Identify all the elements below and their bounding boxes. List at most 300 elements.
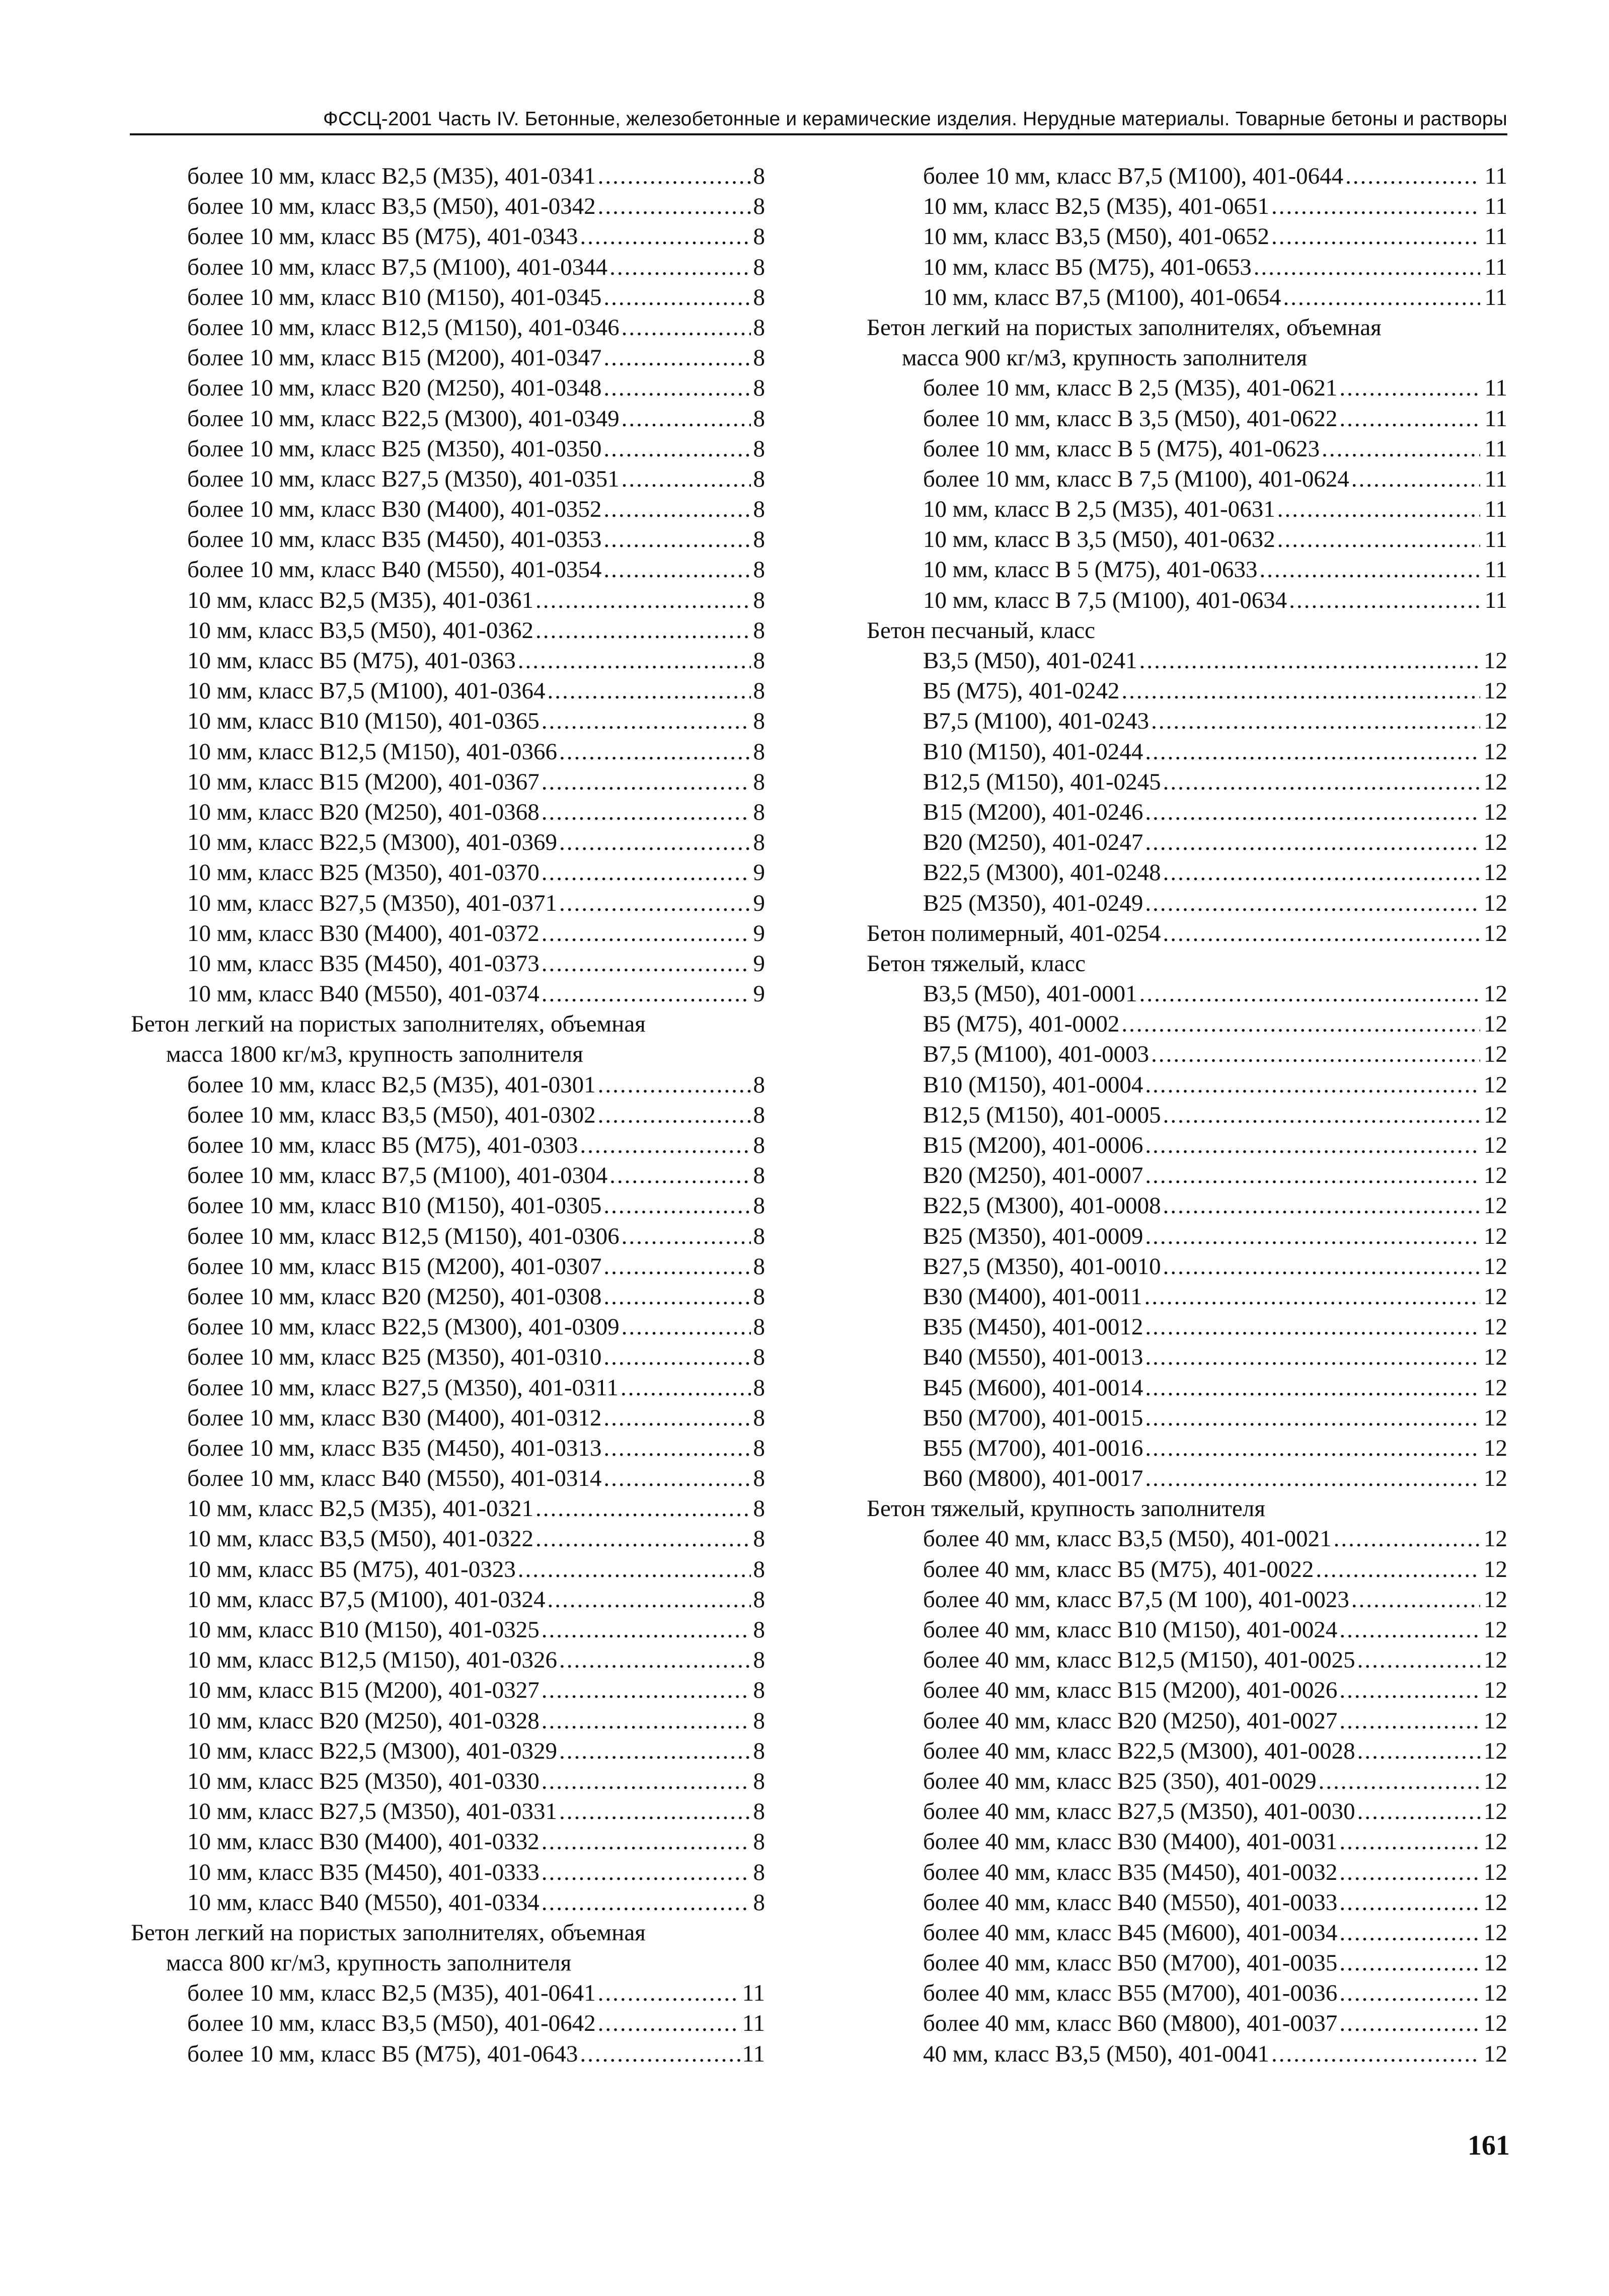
index-entry — [867, 585, 1507, 615]
index-page-ref: 8 — [753, 163, 765, 189]
dot-leader — [603, 1342, 751, 1372]
index-entry-text: 10 мм, класс В22,5 (М300), 401-0329 — [187, 1737, 557, 1764]
dot-leader — [1145, 1070, 1480, 1100]
index-entry-text: масса 800 кг/м3, крупность заполнителя — [166, 1950, 572, 1976]
index-entry-text: В30 (М400), 401-0011 — [923, 1283, 1142, 1310]
index-page-ref: 8 — [753, 1737, 765, 1764]
dot-leader — [542, 706, 751, 736]
index-entry — [131, 252, 765, 282]
index-page-ref: 8 — [753, 587, 765, 613]
index-page-ref: 8 — [753, 829, 765, 856]
index-entry — [131, 1585, 765, 1615]
dot-leader — [1145, 797, 1480, 827]
index-entry — [867, 2039, 1507, 2069]
index-entry — [131, 373, 765, 403]
dot-leader — [518, 1554, 751, 1585]
dot-leader — [1339, 1948, 1480, 1978]
index-entry — [131, 343, 765, 373]
dot-leader — [1283, 282, 1480, 312]
index-page-ref: 11 — [1484, 557, 1507, 583]
dot-leader — [1163, 1100, 1480, 1130]
dot-leader — [598, 161, 751, 191]
index-entry-text: В40 (М550), 401-0013 — [923, 1344, 1143, 1371]
index-page-ref: 8 — [753, 708, 765, 735]
index-page-ref: 11 — [742, 1980, 765, 2007]
index-entry-text: 10 мм, класс В2,5 (М35), 401-0651 — [923, 193, 1269, 220]
dot-leader — [1121, 676, 1480, 706]
index-page-ref: 12 — [1484, 1707, 1507, 1734]
index-page-ref: 12 — [1484, 1829, 1507, 1855]
index-entry — [131, 1554, 765, 1585]
index-entry-text: Бетон тяжелый, крупность заполнителя — [867, 1495, 1265, 1522]
dot-leader — [598, 1070, 751, 1100]
index-page-ref: 12 — [1484, 1526, 1507, 1552]
index-page-ref: 12 — [1484, 1950, 1507, 1976]
index-entry — [131, 2008, 765, 2038]
index-entry-text: 10 мм, класс В7,5 (М100), 401-0364 — [187, 678, 546, 704]
index-entry-text: 10 мм, класс В27,5 (М350), 401-0371 — [187, 890, 557, 916]
index-entry — [867, 1766, 1507, 1796]
index-entry-text: более 10 мм, класс В27,5 (М350), 401-0351 — [187, 465, 620, 492]
index-page-ref: 8 — [753, 678, 765, 704]
index-entry — [867, 1191, 1507, 1221]
index-entry-text: более 40 мм, класс В45 (М600), 401-0034 — [923, 1919, 1338, 1946]
index-entry-text: 10 мм, класс В30 (М400), 401-0332 — [187, 1829, 540, 1855]
index-page-ref: 12 — [1484, 1101, 1507, 1128]
dot-leader — [542, 857, 751, 888]
dot-leader — [542, 1857, 751, 1887]
index-entry — [867, 1978, 1507, 2008]
index-heading — [131, 1918, 765, 1948]
index-page-ref: 8 — [753, 799, 765, 825]
dot-leader — [1145, 1221, 1480, 1251]
index-entry — [867, 1373, 1507, 1403]
index-page-ref: 12 — [1484, 1132, 1507, 1158]
index-entry-text: более 10 мм, класс В27,5 (М350), 401-0311 — [187, 1374, 619, 1401]
index-entry-text: 10 мм, класс В7,5 (М100), 401-0654 — [923, 284, 1281, 310]
index-entry-text: В22,5 (М300), 401-0248 — [923, 859, 1161, 886]
index-entry-text: В7,5 (М100), 401-0003 — [923, 1041, 1150, 1068]
index-page-ref: 11 — [1484, 496, 1507, 523]
index-entry-text: В3,5 (М50), 401-0241 — [923, 648, 1137, 674]
dot-leader — [603, 1403, 751, 1433]
dot-leader — [1144, 1282, 1480, 1312]
index-entry-text: более 10 мм, класс В25 (М350), 401-0310 — [187, 1344, 602, 1371]
index-page-ref: 11 — [1484, 284, 1507, 310]
index-entry — [131, 676, 765, 706]
index-page-ref: 12 — [1484, 1253, 1507, 1280]
index-entry-text: 40 мм, класс В3,5 (М50), 401-0041 — [923, 2040, 1269, 2067]
index-page-ref: 8 — [753, 1768, 765, 1794]
index-entry — [867, 1585, 1507, 1615]
index-entry-text: 10 мм, класс В5 (М75), 401-0653 — [923, 254, 1252, 280]
index-entry — [131, 1251, 765, 1282]
index-page-ref: 8 — [753, 1404, 765, 1431]
index-page-ref: 8 — [753, 284, 765, 310]
dot-leader — [603, 434, 751, 464]
dot-leader — [1339, 1857, 1480, 1887]
index-page-ref: 8 — [753, 1526, 765, 1552]
index-page-ref: 8 — [753, 1707, 765, 1734]
index-entry-text: В35 (М450), 401-0012 — [923, 1314, 1143, 1340]
dot-leader — [559, 1645, 751, 1675]
index-entry-text: 10 мм, класс В12,5 (М150), 401-0366 — [187, 738, 557, 765]
index-entry — [131, 1675, 765, 1705]
index-entry-text: В12,5 (М150), 401-0005 — [923, 1101, 1161, 1128]
index-entry — [867, 1100, 1507, 1130]
index-entry-text: более 10 мм, класс В3,5 (М50), 401-0642 — [187, 2010, 596, 2037]
dot-leader — [542, 979, 751, 1009]
index-page-ref: 8 — [753, 1677, 765, 1704]
index-entry-text: 10 мм, класс В27,5 (М350), 401-0331 — [187, 1798, 557, 1825]
dot-leader — [1254, 252, 1480, 282]
index-page-ref: 9 — [753, 981, 765, 1007]
dot-leader — [1151, 1039, 1480, 1069]
index-entry-text: более 10 мм, класс В2,5 (М35), 401-0341 — [187, 163, 596, 189]
index-page-ref: 11 — [1484, 163, 1507, 189]
dot-leader — [1339, 1706, 1480, 1736]
index-heading — [867, 948, 1507, 979]
dot-leader — [609, 1160, 751, 1191]
dot-leader — [1145, 1433, 1480, 1463]
index-entry-text: более 10 мм, класс В7,5 (М100), 401-0344 — [187, 254, 608, 280]
index-page-ref: 9 — [753, 859, 765, 886]
index-page-ref: 12 — [1484, 1980, 1507, 2007]
index-page-ref: 11 — [742, 2010, 765, 2037]
index-page-ref: 12 — [1484, 708, 1507, 735]
index-entry — [131, 827, 765, 857]
index-entry — [867, 1796, 1507, 1827]
index-entry — [867, 1433, 1507, 1463]
dot-leader — [1139, 979, 1480, 1009]
index-entry-text: Бетон полимерный, 401-0254 — [867, 920, 1161, 946]
index-entry — [131, 434, 765, 464]
index-entry-text: 10 мм, класс В15 (М200), 401-0327 — [187, 1677, 540, 1704]
dot-leader — [580, 1130, 751, 1160]
index-page-ref: 12 — [1484, 738, 1507, 765]
index-entry-text: В15 (М200), 401-0006 — [923, 1132, 1143, 1158]
dot-leader — [1339, 1615, 1480, 1645]
index-page-ref: 12 — [1484, 1586, 1507, 1613]
index-entry — [867, 221, 1507, 252]
index-entry — [131, 161, 765, 191]
index-entry — [131, 1191, 765, 1221]
index-entry-text: В55 (М700), 401-0016 — [923, 1435, 1143, 1461]
index-entry — [131, 1615, 765, 1645]
index-page-ref: 8 — [753, 223, 765, 250]
index-entry-text: более 40 мм, класс В35 (М450), 401-0032 — [923, 1859, 1338, 1885]
index-entry-text: В60 (М800), 401-0017 — [923, 1465, 1143, 1492]
index-entry — [867, 1070, 1507, 1100]
index-heading — [131, 1009, 765, 1039]
index-column-left — [131, 161, 765, 2069]
dot-leader — [542, 1766, 751, 1796]
index-page-ref: 12 — [1484, 1889, 1507, 1916]
index-page-ref: 12 — [1484, 1162, 1507, 1189]
index-entry-text: более 40 мм, класс В10 (М150), 401-0024 — [923, 1617, 1338, 1643]
index-page-ref: 11 — [1484, 223, 1507, 250]
index-page-ref: 8 — [753, 405, 765, 432]
index-entry — [131, 1433, 765, 1463]
index-entry — [867, 979, 1507, 1009]
index-entry-text: более 10 мм, класс В5 (М75), 401-0303 — [187, 1132, 578, 1158]
index-entry-text: более 10 мм, класс В40 (М550), 401-0354 — [187, 557, 602, 583]
dot-leader — [1322, 434, 1480, 464]
index-page-ref: 8 — [753, 1889, 765, 1916]
index-entry-text: более 40 мм, класс В60 (М800), 401-0037 — [923, 2010, 1338, 2037]
index-entry-text: Бетон легкий на пористых заполнителях, объемная — [867, 314, 1382, 341]
index-page-ref: 12 — [1484, 1071, 1507, 1098]
dot-leader — [559, 1736, 751, 1766]
dot-leader — [1319, 1766, 1480, 1796]
index-entry — [867, 555, 1507, 585]
dot-leader — [535, 615, 751, 646]
index-entry — [867, 1615, 1507, 1645]
index-entry — [867, 1827, 1507, 1857]
index-entry-text: более 10 мм, класс В10 (М150), 401-0305 — [187, 1193, 602, 1219]
index-entry — [867, 857, 1507, 888]
index-entry — [131, 888, 765, 918]
index-entry-text: более 10 мм, класс В 3,5 (М50), 401-0622 — [923, 405, 1338, 432]
dot-leader — [1357, 1736, 1480, 1766]
index-page-ref: 12 — [1484, 1768, 1507, 1794]
index-entry-text: 10 мм, класс В3,5 (М50), 401-0652 — [923, 223, 1269, 250]
index-entry-text: 10 мм, класс В25 (М350), 401-0370 — [187, 859, 540, 886]
index-entry — [867, 1463, 1507, 1493]
index-entry-text: В25 (М350), 401-0249 — [923, 890, 1143, 916]
dot-leader — [542, 918, 751, 948]
index-page-ref: 12 — [1484, 1435, 1507, 1461]
index-page-ref: 8 — [753, 1586, 765, 1613]
index-entry — [867, 1342, 1507, 1372]
index-entry — [131, 1766, 765, 1796]
index-entry — [867, 1554, 1507, 1585]
index-page-ref: 8 — [753, 1435, 765, 1461]
index-page-ref: 8 — [753, 1253, 765, 1280]
index-entry-text: более 40 мм, класс В15 (М200), 401-0026 — [923, 1677, 1338, 1704]
index-entry — [131, 1282, 765, 1312]
index-entry-text: В5 (М75), 401-0242 — [923, 678, 1120, 704]
dot-leader — [547, 1585, 751, 1615]
dot-leader — [1145, 827, 1480, 857]
index-entry-text: 10 мм, класс В20 (М250), 401-0328 — [187, 1707, 540, 1734]
index-entry — [131, 1373, 765, 1403]
index-entry-text: 10 мм, класс В7,5 (М100), 401-0324 — [187, 1586, 546, 1613]
dot-leader — [1339, 1675, 1480, 1705]
index-page-ref: 12 — [1484, 920, 1507, 946]
index-entry — [867, 1675, 1507, 1705]
index-entry-text: Бетон легкий на пористых заполнителях, объемная — [131, 1011, 646, 1038]
index-entry — [867, 888, 1507, 918]
index-entry-text: более 10 мм, класс В5 (М75), 401-0643 — [187, 2040, 578, 2067]
index-page-ref: 8 — [753, 1859, 765, 1885]
index-entry-text: 10 мм, класс В2,5 (М35), 401-0321 — [187, 1495, 533, 1522]
dot-leader — [603, 1433, 751, 1463]
dot-leader — [1145, 1312, 1480, 1342]
index-page-ref: 8 — [753, 465, 765, 492]
index-page-ref: 8 — [753, 1162, 765, 1189]
index-entry-text: более 10 мм, класс В20 (М250), 401-0308 — [187, 1283, 602, 1310]
dot-leader — [1339, 1918, 1480, 1948]
index-entry-text: более 10 мм, класс В12,5 (М150), 401-0306 — [187, 1223, 620, 1249]
dot-leader — [1145, 1463, 1480, 1493]
index-entry — [867, 1130, 1507, 1160]
index-entry — [867, 2008, 1507, 2038]
dot-leader — [1357, 1796, 1480, 1827]
dot-leader — [542, 767, 751, 797]
dot-leader — [559, 737, 751, 767]
index-entry-text: 10 мм, класс В10 (М150), 401-0325 — [187, 1617, 540, 1643]
index-page-ref: 8 — [753, 557, 765, 583]
index-entry — [131, 1403, 765, 1433]
index-page-ref: 8 — [753, 193, 765, 220]
index-entry-text: 10 мм, класс В22,5 (М300), 401-0369 — [187, 829, 557, 856]
index-entry — [867, 404, 1507, 434]
index-page-ref: 8 — [753, 1071, 765, 1098]
index-entry-text: В3,5 (М50), 401-0001 — [923, 981, 1137, 1007]
index-page-ref: 8 — [753, 254, 765, 280]
index-entry — [131, 191, 765, 221]
dot-leader — [535, 1524, 751, 1554]
index-entry-text: 10 мм, класс В35 (М450), 401-0373 — [187, 950, 540, 977]
index-heading — [867, 918, 1507, 948]
index-entry-text: более 40 мм, класс В50 (М700), 401-0035 — [923, 1950, 1338, 1976]
dot-leader — [1121, 1009, 1480, 1039]
index-entry-text: более 40 мм, класс В5 (М75), 401-0022 — [923, 1556, 1314, 1582]
index-entry-text: более 40 мм, класс В40 (М550), 401-0033 — [923, 1889, 1338, 1916]
dot-leader — [535, 585, 751, 615]
index-entry-text: 10 мм, класс В3,5 (М50), 401-0362 — [187, 617, 533, 644]
index-entry-text: более 40 мм, класс В22,5 (М300), 401-0028 — [923, 1737, 1355, 1764]
index-entry-text: более 40 мм, класс В55 (М700), 401-0036 — [923, 1980, 1338, 2007]
index-page-ref: 12 — [1484, 2040, 1507, 2067]
index-entry-text: более 40 мм, класс В30 (М400), 401-0031 — [923, 1829, 1338, 1855]
index-column-right — [867, 161, 1507, 2069]
index-entry — [131, 615, 765, 646]
dot-leader — [1145, 1373, 1480, 1403]
index-entry — [131, 312, 765, 343]
index-page-ref: 8 — [753, 1829, 765, 1855]
index-entry — [867, 646, 1507, 676]
index-entry — [131, 464, 765, 494]
index-page-ref: 8 — [753, 345, 765, 371]
dot-leader — [542, 1827, 751, 1857]
index-entry — [867, 767, 1507, 797]
dot-leader — [621, 1373, 751, 1403]
dot-leader — [622, 404, 751, 434]
index-entry-text: 10 мм, класс В5 (М75), 401-0363 — [187, 648, 516, 674]
index-page-ref: 12 — [1484, 1404, 1507, 1431]
dot-leader — [1259, 555, 1480, 585]
index-entry-text: более 10 мм, класс В3,5 (М50), 401-0302 — [187, 1101, 596, 1128]
index-page-ref: 12 — [1484, 1011, 1507, 1038]
index-page-ref: 8 — [753, 1617, 765, 1643]
dot-leader — [1289, 585, 1480, 615]
dot-leader — [1339, 404, 1480, 434]
index-entry — [867, 191, 1507, 221]
dot-leader — [542, 797, 751, 827]
dot-leader — [1334, 1524, 1480, 1554]
index-page-ref: 12 — [1484, 1193, 1507, 1219]
index-entry-text: более 10 мм, класс В5 (М75), 401-0343 — [187, 223, 578, 250]
index-page-ref: 9 — [753, 920, 765, 946]
index-entry-text: 10 мм, класс В3,5 (М50), 401-0322 — [187, 1526, 533, 1552]
index-entry-text: Бетон легкий на пористых заполнителях, объемная — [131, 1919, 646, 1946]
index-entry — [131, 555, 765, 585]
index-entry — [867, 676, 1507, 706]
dot-leader — [542, 948, 751, 979]
index-page-ref: 12 — [1484, 1223, 1507, 1249]
index-entry-text: 10 мм, класс В10 (М150), 401-0365 — [187, 708, 540, 735]
dot-leader — [1163, 1191, 1480, 1221]
index-page-ref: 12 — [1484, 1919, 1507, 1946]
index-entry — [867, 1524, 1507, 1554]
index-entry — [867, 252, 1507, 282]
index-page-ref: 8 — [753, 1647, 765, 1674]
index-page-ref: 12 — [1484, 1041, 1507, 1068]
index-page-ref: 8 — [753, 1193, 765, 1219]
index-entry-text: более 10 мм, класс В2,5 (М35), 401-0641 — [187, 1980, 596, 2007]
index-entry — [131, 1463, 765, 1493]
index-entry-text: более 10 мм, класс В7,5 (М100), 401-0644 — [923, 163, 1344, 189]
dot-leader — [603, 282, 751, 312]
index-page-ref: 11 — [1484, 587, 1507, 613]
index-page-ref: 8 — [753, 1101, 765, 1128]
index-entry — [131, 1070, 765, 1100]
index-entry — [131, 524, 765, 555]
index-entry — [867, 1948, 1507, 1978]
index-entry-text: масса 1800 кг/м3, крупность заполнителя — [166, 1041, 583, 1068]
index-entry-text: более 10 мм, класс В10 (М150), 401-0345 — [187, 284, 602, 310]
index-entry — [131, 1160, 765, 1191]
dot-leader — [603, 1191, 751, 1221]
index-entry — [131, 404, 765, 434]
index-page-ref: 11 — [1484, 375, 1507, 402]
dot-leader — [580, 2039, 740, 2069]
index-entry — [867, 1312, 1507, 1342]
index-entry-text: более 40 мм, класс В25 (350), 401-0029 — [923, 1768, 1317, 1794]
index-entry-text: Бетон тяжелый, класс — [867, 950, 1086, 977]
index-page-ref: 12 — [1484, 1374, 1507, 1401]
dot-leader — [603, 555, 751, 585]
index-entry — [131, 646, 765, 676]
dot-leader — [1145, 737, 1480, 767]
index-page-ref: 12 — [1484, 1647, 1507, 1674]
index-entry — [131, 1100, 765, 1130]
dot-leader — [559, 1796, 751, 1827]
index-entry-text: В50 (М700), 401-0015 — [923, 1404, 1143, 1431]
dot-leader — [603, 343, 751, 373]
index-page-ref: 8 — [753, 314, 765, 341]
index-entry-text: Бетон песчаный, класс — [867, 617, 1096, 644]
index-page-ref: 11 — [1484, 193, 1507, 220]
index-entry-text: В7,5 (М100), 401-0243 — [923, 708, 1150, 735]
index-entry-text: 10 мм, класс В 7,5 (М100), 401-0634 — [923, 587, 1287, 613]
dot-leader — [1351, 464, 1480, 494]
index-entry — [867, 706, 1507, 736]
index-entry-text: более 10 мм, класс В40 (М550), 401-0314 — [187, 1465, 602, 1492]
index-entry — [131, 1857, 765, 1887]
index-entry-text: более 40 мм, класс В3,5 (М50), 401-0021 — [923, 1526, 1332, 1552]
index-entry — [131, 221, 765, 252]
index-entry — [867, 1282, 1507, 1312]
index-entry-text: более 10 мм, класс В7,5 (М100), 401-0304 — [187, 1162, 608, 1189]
index-page-ref: 12 — [1484, 2010, 1507, 2037]
index-entry — [131, 737, 765, 767]
index-entry-text: более 10 мм, класс В3,5 (М50), 401-0342 — [187, 193, 596, 220]
dot-leader — [598, 191, 751, 221]
index-entry-text: В5 (М75), 401-0002 — [923, 1011, 1120, 1038]
